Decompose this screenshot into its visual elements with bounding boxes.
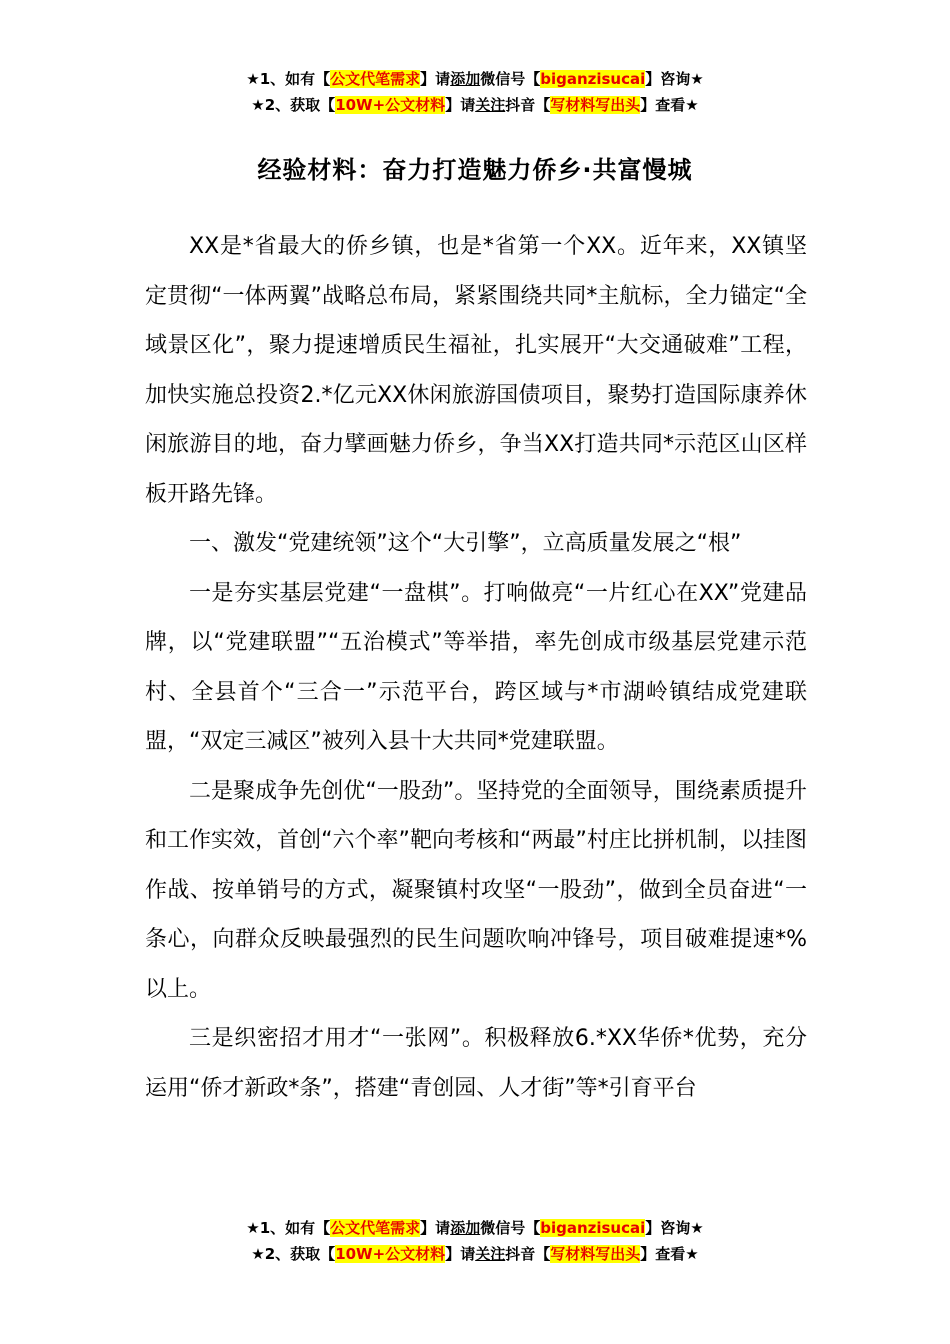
banner-text: 】咨询★ [645,70,704,88]
banner-highlight: 公文代笔需求 [330,70,421,88]
banner-text: 微信号【 [480,1219,541,1237]
banner-text: 】请 [445,96,476,114]
footer-banner [0,1215,950,1267]
section-heading: 一、激发“党建统领”这个“大引擎”，立高质量发展之“根” [189,531,742,556]
header-banner [0,66,950,118]
banner-underline: 添加 [450,70,481,88]
banner-text: 】查看★ [640,96,699,114]
header-banner-line-2 [0,92,950,118]
banner-text: 抖音【 [505,1245,551,1263]
banner-highlight: 公文代笔需求 [330,1219,421,1237]
banner-highlight: biganzisucai [540,70,646,88]
header-banner-line-1 [0,66,950,92]
footer-banner-line-2 [0,1241,950,1267]
document-body [145,222,807,1113]
banner-text: 】查看★ [640,1245,699,1263]
banner-text: 】请 [420,70,451,88]
banner-text: ★2、获取【 [251,96,336,114]
banner-highlight: 写材料写出头 [550,1245,641,1263]
banner-highlight: 10W+公文材料 [335,96,446,114]
banner-text: 】请 [420,1219,451,1237]
intro-paragraph: XX是*省最大的侨乡镇，也是*省第一个XX。近年来，XX镇坚定贯彻“一体两翼”战略总布局，紧紧围绕共同*主航标，全力锚定“全域景区化”，聚力提速增质民生福祉，扎实展开“大交通破难”工程，加快实施总投资2.*亿元XX休闲旅游国债项目，聚势打造国际康养休闲旅游目的地，奋力擘画魅力侨乡，争当XX打造共同*示范区山区样板开路先锋。 [145,234,807,507]
body-paragraph: 一是夯实基层党建“一盘棋”。打响做亮“一片红心在XX”党建品牌，以“党建联盟”“五治模式”等举措，率先创成市级基层党建示范村、全县首个“三合一”示范平台，跨区域与*市湖岭镇结成党建联盟，“双定三减区”被列入县十大共同*党建联盟。 [145,580,807,754]
banner-text: 】咨询★ [645,1219,704,1237]
footer-banner-line-1 [0,1215,950,1241]
banner-text: ★1、如有【 [246,70,331,88]
banner-underline: 关注 [475,96,506,114]
banner-highlight: 写材料写出头 [550,96,641,114]
banner-text: 微信号【 [480,70,541,88]
banner-underline: 添加 [450,1219,481,1237]
banner-underline: 关注 [475,1245,506,1263]
document-title: 经验材料：奋力打造魅力侨乡·共富慢城 [257,156,693,184]
banner-text: ★1、如有【 [246,1219,331,1237]
banner-text: 抖音【 [505,96,551,114]
banner-highlight: biganzisucai [540,1219,646,1237]
banner-text: 】请 [445,1245,476,1263]
body-paragraph: 二是聚成争先创优“一股劲”。坚持党的全面领导，围绕素质提升和工作实效，首创“六个率”靶向考核和“两最”村庄比拼机制，以挂图作战、按单销号的方式，凝聚镇村攻坚“一股劲”，做到全员奋进“一条心，向群众反映最强烈的民生问题吹响冲锋号，项目破难提速*%以上。 [145,778,807,1002]
body-paragraph: 三是织密招才用才“一张网”。积极释放6.*XX华侨*优势，充分运用“侨才新政*条”，搭建“青创园、人才街”等*引育平台 [145,1026,807,1101]
banner-text: ★2、获取【 [251,1245,336,1263]
banner-highlight: 10W+公文材料 [335,1245,446,1263]
